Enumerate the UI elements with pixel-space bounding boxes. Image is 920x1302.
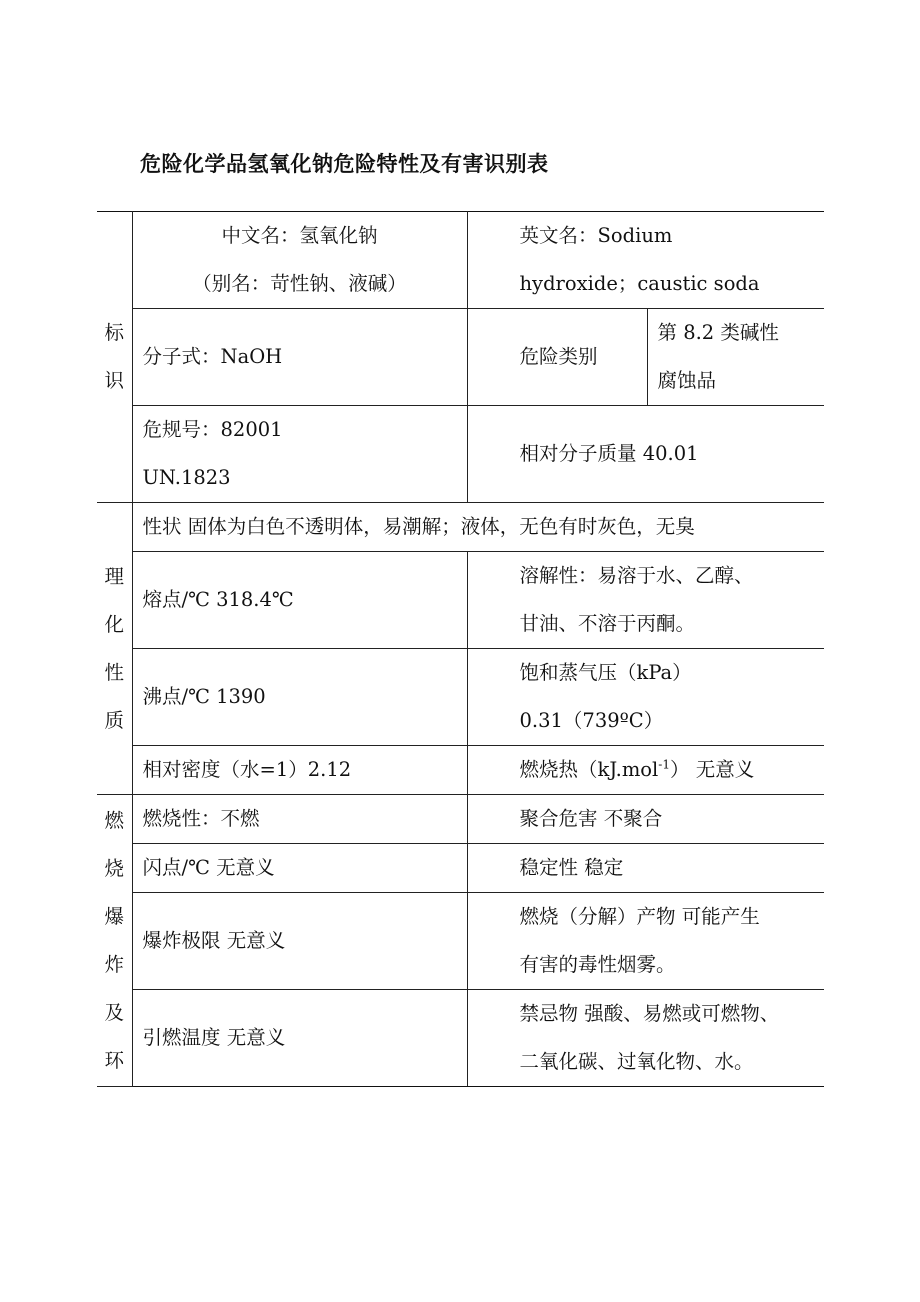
english-name-cell — [467, 212, 824, 309]
hazard-class-label: 危险类别 — [467, 309, 647, 406]
ignition-temperature: 引燃温度 无意义 — [132, 990, 467, 1087]
section-label-physchem: 理 化 性 质 — [97, 503, 132, 795]
flammability: 燃烧性：不燃 — [132, 795, 467, 844]
hazard-class-cell — [647, 309, 824, 406]
incompatible-line1: 禁忌物 强酸、易燃或可燃物、 — [519, 1002, 780, 1025]
english-name-line1: 英文名：Sodium — [519, 224, 673, 247]
page-title: 危险化学品氢氧化钠危险特性及有害识别表 — [140, 152, 549, 176]
explosion-limit: 爆炸极限 无意义 — [132, 893, 467, 990]
molecular-formula: 分子式：NaOH — [142, 345, 283, 368]
hazard-class-line2: 腐蚀品 — [657, 369, 717, 392]
relative-density: 相对密度（水=1）2.12 — [132, 746, 467, 795]
formula-cell — [132, 309, 467, 406]
hazard-table — [97, 211, 824, 1087]
solubility-line1: 溶解性：易溶于水、乙醇、 — [519, 564, 754, 587]
heat-of-combustion: 燃烧热（kJ.mol$^{-1}$） 无意义 — [467, 746, 824, 795]
chinese-name-cell — [132, 212, 467, 309]
vapor-pressure-cell — [467, 649, 824, 746]
chinese-name: 中文名：氢氧化钠 — [221, 224, 378, 247]
boiling-point: 沸点/℃ 1390 — [132, 649, 467, 746]
combustion-products-line1: 燃烧（分解）产物 可能产生 — [519, 905, 760, 928]
danger-number: 危规号：82001 — [142, 418, 283, 441]
incompatible-materials-cell — [467, 990, 824, 1087]
un-number: UN.1823 — [142, 466, 231, 489]
molecular-mass: 相对分子质量 40.01 — [467, 406, 824, 503]
hazard-class-line1: 第 8.2 类碱性 — [657, 321, 779, 344]
english-name-line2: hydroxide；caustic soda — [519, 272, 760, 295]
combustion-products-cell — [467, 893, 824, 990]
chinese-alias: （别名：苛性钠、液碱） — [192, 272, 407, 295]
vapor-pressure-label: 饱和蒸气压（kPa） — [519, 661, 692, 684]
flash-point: 闪点/℃ 无意义 — [132, 844, 467, 893]
section-label-combustion: 燃 烧 爆 炸 及 环 — [97, 795, 132, 1087]
stability: 稳定性 稳定 — [467, 844, 824, 893]
solubility-cell — [467, 552, 824, 649]
polymerization-hazard: 聚合危害 不聚合 — [467, 795, 824, 844]
vapor-pressure-value: 0.31（739ºC） — [519, 709, 664, 732]
combustion-products-line2: 有害的毒性烟雾。 — [519, 953, 676, 976]
danger-number-cell — [132, 406, 467, 503]
incompatible-line2: 二氧化碳、过氧化物、水。 — [519, 1050, 754, 1073]
section-label-identification: 标 识 — [97, 212, 132, 503]
appearance: 性状 固体为白色不透明体，易潮解；液体，无色有时灰色，无臭 — [132, 503, 824, 552]
melting-point: 熔点/℃ 318.4℃ — [132, 552, 467, 649]
solubility-line2: 甘油、不溶于丙酮。 — [519, 612, 696, 635]
